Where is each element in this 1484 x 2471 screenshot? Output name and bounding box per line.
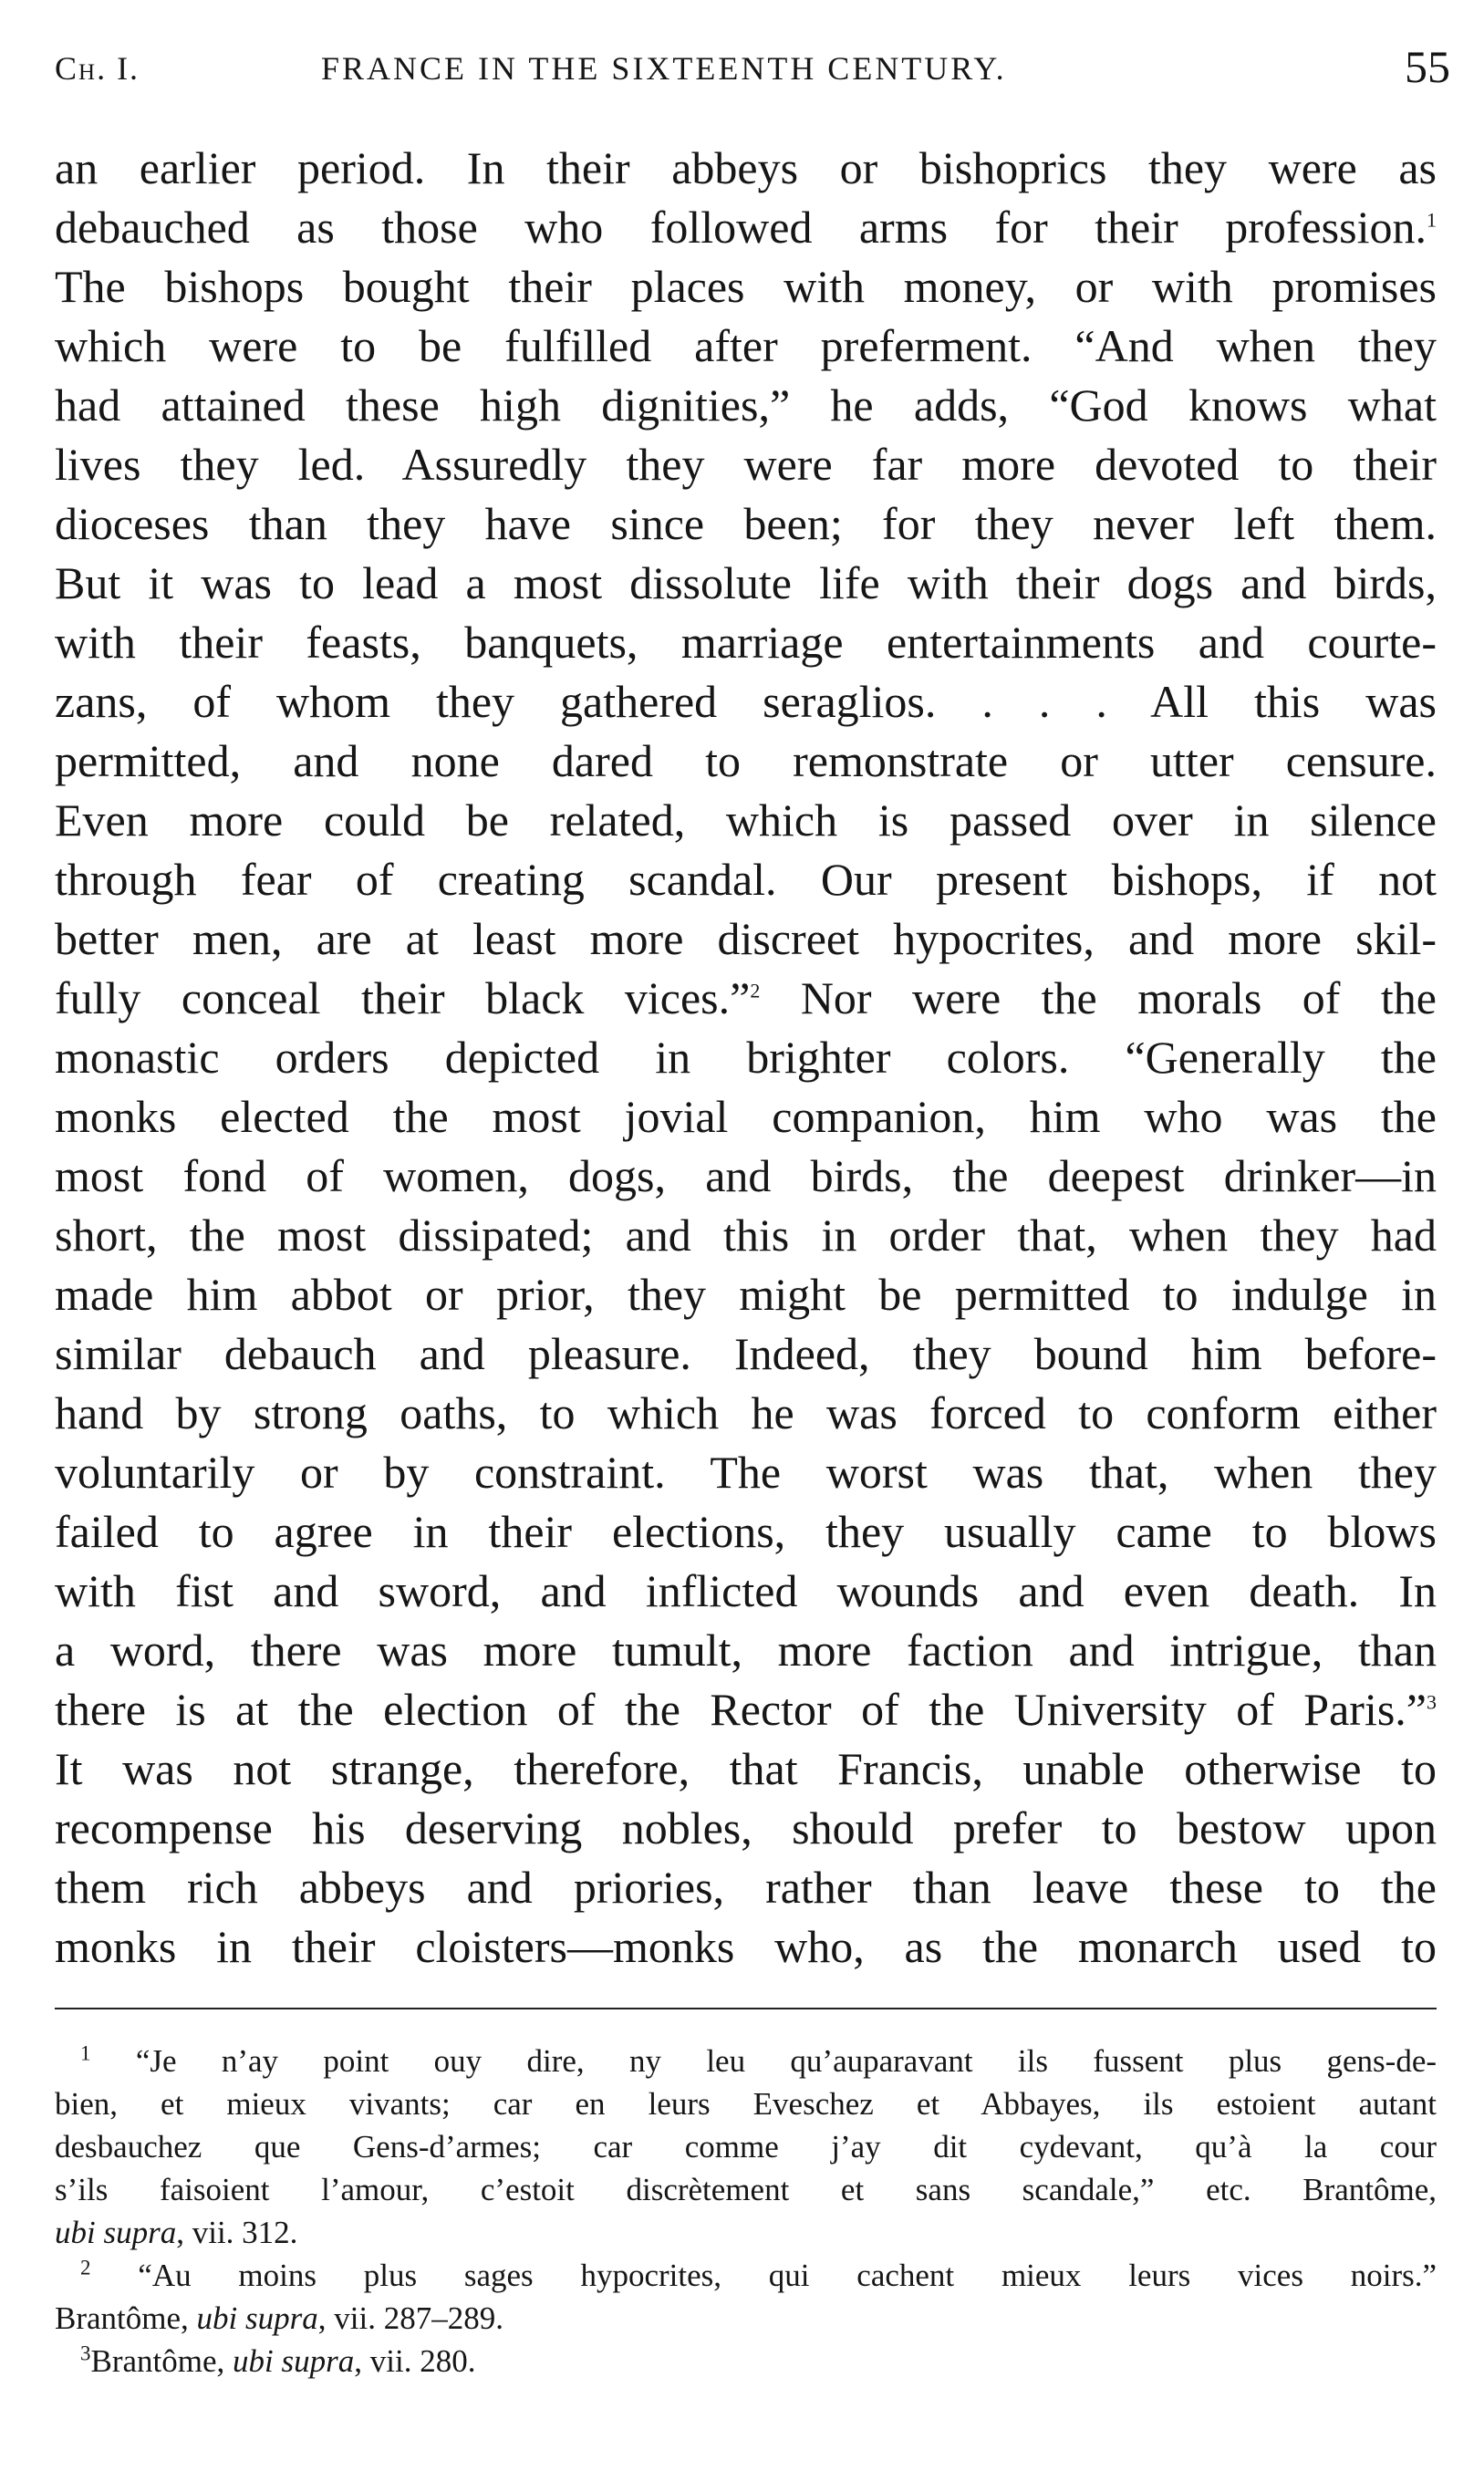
text-line: [55, 1680, 1437, 1739]
text-line: [55, 198, 1437, 257]
text-line: It was not strange, therefore, that Francis, unable otherwise to: [55, 1743, 1437, 1794]
footnote-line: [55, 2297, 1437, 2340]
footnote-ref-3: 3: [1427, 1690, 1437, 1714]
text-line: with fist and sword, and inflicted wounds and even death. In: [55, 1565, 1437, 1616]
text-line: But it was to lead a most dissolute life with their dogs and birds,: [55, 557, 1437, 608]
text-line: short, the most dissipated; and this in order that, when they had: [55, 1210, 1437, 1261]
citation-rest: , vii. 312.: [176, 2215, 298, 2250]
footnote-3: [55, 2340, 1437, 2383]
text-line: monks elected the most jovial companion, him who was the: [55, 1091, 1437, 1142]
text-line: monks in their cloisters—monks who, as the monarch used to: [55, 1921, 1437, 1972]
running-title: FRANCE IN THE SIXTEENTH CENTURY.: [321, 50, 1007, 87]
text-line: better men, are at least more discreet hypocrites, and more skil-: [55, 913, 1437, 964]
text-line: The bishops bought their places with money, or with promises: [55, 261, 1437, 312]
footnotes: [55, 2040, 1437, 2383]
text-line: through fear of creating scandal. Our present bishops, if not: [55, 854, 1437, 905]
text-line: [55, 969, 1437, 1028]
text-line: had attained these high dignities,” he adds, “God knows what: [55, 379, 1437, 431]
text-line: similar debauch and pleasure. Indeed, they bound him before-: [55, 1328, 1437, 1379]
main-text: [55, 139, 1437, 1977]
text-fragment: debauched as those who followed arms for their profession.: [55, 202, 1427, 253]
footnote-2: [55, 2254, 1437, 2297]
page-number: 55: [1405, 41, 1450, 92]
citation-author: Brantôme,: [90, 2343, 225, 2379]
footnote-marker: 2: [80, 2256, 91, 2279]
chapter-label: Ch. I.: [55, 50, 140, 87]
text-line: most fond of women, dogs, and birds, the deepest drinker—in: [55, 1150, 1437, 1201]
text-line: Even more could be related, which is passed over in silence: [55, 794, 1437, 846]
text-line: zans, of whom they gathered seraglios. . . . All this was: [55, 676, 1437, 727]
footnote-line: bien, et mieux vivants; car en leurs Eveschez et Abbayes, ils estoient autant: [55, 2086, 1437, 2122]
footnote-marker: 1: [80, 2041, 91, 2065]
text-line: a word, there was more tumult, more faction and intrigue, than: [55, 1625, 1437, 1676]
text-line: which were to be fulfilled after preferment. “And when they: [55, 320, 1437, 371]
text-line: with their feasts, banquets, marriage entertainments and courte-: [55, 617, 1437, 668]
footnote-ref-2: 2: [750, 979, 761, 1002]
footnote-line: desbauchez que Gens-d’armes; car comme j’ay dit cydevant, qu’à la cour: [55, 2129, 1437, 2165]
text-line: hand by strong oaths, to which he was forced to conform either: [55, 1387, 1437, 1438]
text-line: recompense his deserving nobles, should prefer to bestow upon: [55, 1802, 1437, 1853]
citation-author: Brantôme,: [55, 2300, 189, 2336]
citation-italic: ubi supra: [196, 2300, 318, 2336]
footnote-divider: [55, 2008, 1437, 2009]
text-line: failed to agree in their elections, they usually came to blows: [55, 1506, 1437, 1557]
citation-italic: ubi supra: [55, 2215, 177, 2250]
text-line: monastic orders depicted in brighter colors. “Generally the: [55, 1032, 1437, 1083]
text-line: dioceses than they have since been; for they never left them.: [55, 498, 1437, 549]
footnote-text: “Je n’ay point ouy dire, ny leu qu’auparavant ils fussent plus gens-de-: [135, 2043, 1437, 2079]
text-fragment: there is at the election of the Rector of the University of Paris.”: [55, 1684, 1427, 1735]
footnote-marker: 3: [80, 2341, 91, 2365]
citation-rest: , vii. 280.: [354, 2343, 476, 2379]
footnote-line: [55, 2211, 1437, 2254]
text-line: made him abbot or prior, they might be permitted to indulge in: [55, 1269, 1437, 1320]
text-line: them rich abbeys and priories, rather than leave these to the: [55, 1862, 1437, 1913]
footnote-line: s’ils faisoient l’amour, c’estoit discrètement et sans scandale,” etc. Brantôme,: [55, 2172, 1437, 2207]
footnote-text: “Au moins plus sages hypocrites, qui cachent mieux leurs vices noirs.”: [138, 2258, 1437, 2293]
text-line: permitted, and none dared to remonstrate or utter censure.: [55, 735, 1437, 786]
running-head: [55, 40, 1450, 95]
text-line: voluntarily or by constraint. The worst was that, when they: [55, 1447, 1437, 1498]
citation-italic: ubi supra: [233, 2343, 355, 2379]
text-fragment: fully conceal their black vices.”: [55, 972, 751, 1023]
footnote-1: [55, 2040, 1437, 2082]
text-line: lives they led. Assuredly they were far more devoted to their: [55, 439, 1437, 490]
footnote-ref-1: 1: [1427, 208, 1437, 232]
text-line: an earlier period. In their abbeys or bishoprics they were as: [55, 142, 1437, 193]
citation-rest: , vii. 287–289.: [317, 2300, 503, 2336]
text-fragment: Nor were the morals of the: [800, 972, 1437, 1023]
